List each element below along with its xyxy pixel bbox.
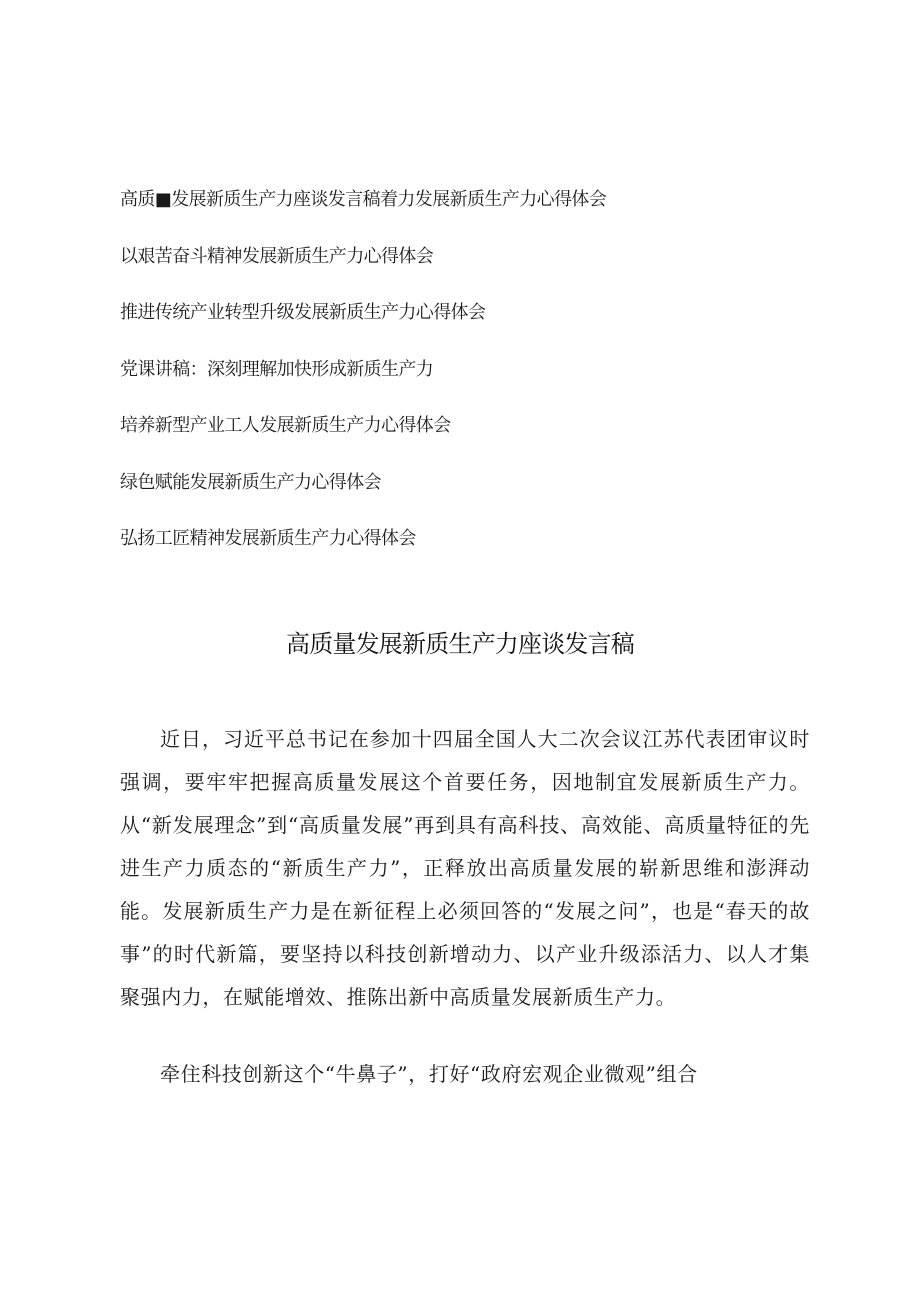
article-paragraph: 近日，习近平总书记在参加十四届全国人大二次会议江苏代表团审议时强调，要牢牢把握高质量发展这个首要任务，因地制宜发展新质生产力。从“新发展理念”到“高质量发展”再到具有高科技、高效能、高质量特征的先进生产力质态的“新质生产力”，正释放出高质量发展的崭新思维和澎湃动能。发展新质生产力是在新征程上必须回答的“发展之问”，也是“春天的故事”的时代新篇，要坚持以科技创新增动力、以产业升级添活力、以人才集聚强内力，在赋能增效、推陈出新中高质量发展新质生产力。 [120, 727, 810, 1009]
toc-item: 高质■发展新质生产力座谈发言稿着力发展新质生产力心得体会 [120, 189, 607, 210]
toc-item: 推进传统产业转型升级发展新质生产力心得体会 [120, 302, 486, 323]
table-of-contents [120, 186, 820, 582]
toc-item: 以艰苦奋斗精神发展新质生产力心得体会 [120, 245, 434, 267]
article-title: 高质量发展新质生产力座谈发言稿 [286, 630, 634, 658]
article-body [120, 718, 810, 1096]
toc-item: 党课讲稿：深刻理解加快形成新质生产力 [120, 358, 434, 380]
toc-item: 培养新型产业工人发展新质生产力心得体会 [120, 415, 451, 436]
toc-item: 弘扬工匠精神发展新质生产力心得体会 [120, 528, 416, 549]
toc-item: 绿色赋能发展新质生产力心得体会 [120, 471, 381, 493]
article-paragraph: 牵住科技创新这个“牛鼻子”，打好“政府宏观企业微观”组合 [160, 1062, 698, 1086]
